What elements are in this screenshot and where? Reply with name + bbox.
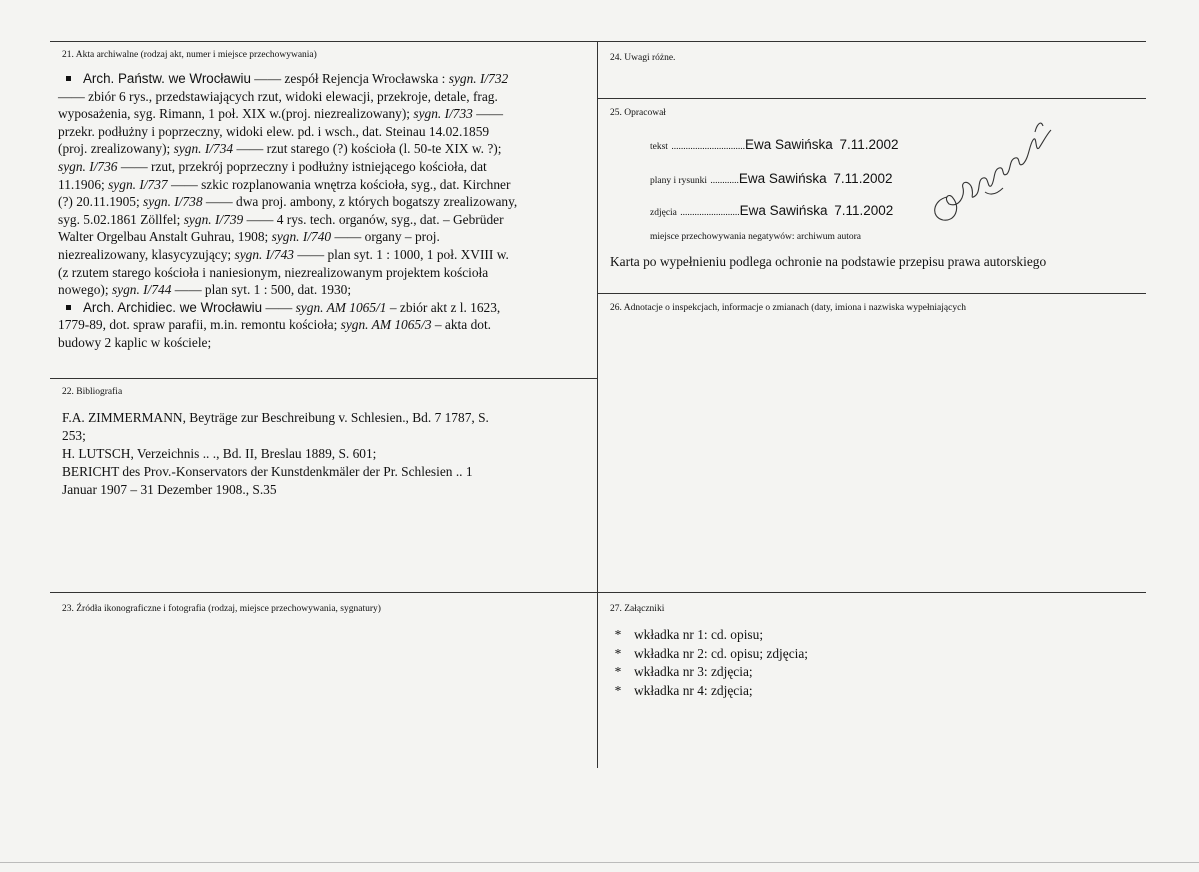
section-27-label: 27. Załączniki	[610, 604, 665, 614]
handwritten-signature	[925, 112, 1060, 227]
bibliography-line: F.A. ZIMMERMANN, Beyträge zur Beschreibung v. Schlesien., Bd. 7 1787, S.	[62, 410, 489, 425]
archival-line: nowego); sygn. I/744 —— plan syt. 1 : 500, dat. 1930;	[58, 282, 352, 298]
bullet-icon	[66, 305, 71, 310]
column-divider	[597, 41, 598, 768]
archival-records-text	[58, 70, 586, 352]
archival-line: (proj. zrealizowany); sygn. I/734 —— rzut starego (?) kościoła (l. 50-te XIX w. ?);	[58, 141, 502, 157]
asterisk-icon: *	[614, 627, 622, 642]
archival-line: Walter Orgelbau Anstalt Guhrau, 1908; sygn. I/740 —— organy – proj.	[58, 229, 440, 245]
rule-26	[597, 293, 1146, 294]
bibliography-line: H. LUTSCH, Verzeichnis .. ., Bd. II, Breslau 1889, S. 601;	[62, 446, 377, 461]
bibliography-text	[62, 409, 587, 499]
section-22-label: 22. Bibliografia	[62, 387, 123, 397]
asterisk-icon: *	[614, 664, 622, 679]
archival-line: Arch. Państw. we Wrocławiu —— zespół Rejencja Wrocławska : sygn. I/732	[58, 70, 586, 88]
bottom-edge	[0, 862, 1199, 863]
copyright-note: Karta po wypełnieniu podlega ochronie na podstawie przepisu prawa autorskiego	[610, 254, 1047, 269]
archival-line: sygn. I/736 —— rzut, przekrój poprzeczny i podłużny istniejącego kościoła, dat	[58, 158, 487, 174]
archival-line: niezrealizowany, klasycyzujący; sygn. I/743 —— plan syt. 1 : 1000, 1 poł. XVIII w.	[58, 246, 509, 262]
rule-22	[50, 378, 597, 379]
section-26-label: 26. Adnotacje o inspekcjach, informacje o zmianach (daty, imiona i nazwiska wypełniających	[610, 303, 967, 313]
author-drawings-row: plany i rysunki ............Ewa Sawińska 7.11.2002	[650, 171, 893, 186]
archival-line: wyposażenia, syg. Rimann, 1 poł. XIX w.(proj. niezrealizowany); sygn. I/733 ——	[58, 106, 504, 122]
top-rule	[50, 41, 1146, 42]
archival-line: (z rzutem starego kościoła i naniesionym, niezrealizowanym projektem kościoła	[58, 264, 489, 280]
negatives-location: miejsce przechowywania negatywów: archiwum autora	[650, 232, 862, 242]
archival-line: przekr. podłużny i poprzeczny, widoki elew. pd. i wsch., dat. Steinau 14.02.1859	[58, 123, 490, 139]
section-23-label: 23. Źródła ikonograficzne i fotografia (rodzaj, miejsce przechowywania, sygnatury)	[62, 604, 381, 614]
rule-23	[50, 592, 597, 593]
list-item: * wkładka nr 2: cd. opisu; zdjęcia;	[610, 645, 808, 664]
bullet-icon	[66, 76, 71, 81]
bibliography-line: 253;	[62, 428, 86, 443]
bibliography-line: Januar 1907 – 31 Dezember 1908., S.35	[62, 482, 277, 497]
author-text-row: tekst ...............................Ewa Sawińska 7.11.2002	[650, 137, 899, 152]
section-21-label: 21. Akta archiwalne (rodzaj akt, numer i miejsce przechowywania)	[62, 50, 317, 60]
asterisk-icon: *	[614, 682, 622, 698]
list-item: * wkładka nr 1: cd. opisu;	[610, 626, 808, 645]
author-photos-row: zdjęcia .........................Ewa Sawińska 7.11.2002	[650, 203, 894, 218]
section-25-label: 25. Opracował	[610, 108, 666, 118]
list-item: * wkładka nr 3: zdjęcia;	[610, 663, 808, 682]
bibliography-line: BERICHT des Prov.-Konservators der Kunstdenkmäler der Pr. Schlesien .. 1	[62, 464, 473, 479]
archival-line: —— zbiór 6 rys., przedstawiających rzut, widoki elewacji, przekroje, detale, frag.	[58, 88, 498, 104]
archival-line: budowy 2 kaplic w kościele;	[58, 334, 212, 350]
archival-line: (?) 20.11.1905; sygn. I/738 —— dwa proj. ambony, z których bogatszy zrealizowany,	[58, 194, 518, 210]
archival-line: 1779-89, dot. spraw parafii, m.in. remontu kościoła; sygn. AM 1065/3 – akta dot.	[58, 317, 492, 333]
rule-25	[597, 98, 1146, 99]
attachments-list	[610, 626, 808, 700]
rule-27	[597, 592, 1146, 593]
archival-line: Arch. Archidiec. we Wrocławiu —— sygn. AM 1065/1 – zbiór akt z l. 1623,	[58, 299, 586, 317]
list-item: * wkładka nr 4: zdjęcia;	[610, 682, 808, 701]
archival-line: syg. 5.02.1861 Zöllfel; sygn. I/739 —— 4 rys. tech. organów, syg., dat. – Gebrüder	[58, 211, 504, 227]
section-24-label: 24. Uwagi różne.	[610, 53, 676, 63]
archival-line: 11.1906; sygn. I/737 —— szkic rozplanowania wnętrza kościoła, syg., dat. Kirchner	[58, 176, 511, 192]
asterisk-icon: *	[614, 645, 622, 661]
